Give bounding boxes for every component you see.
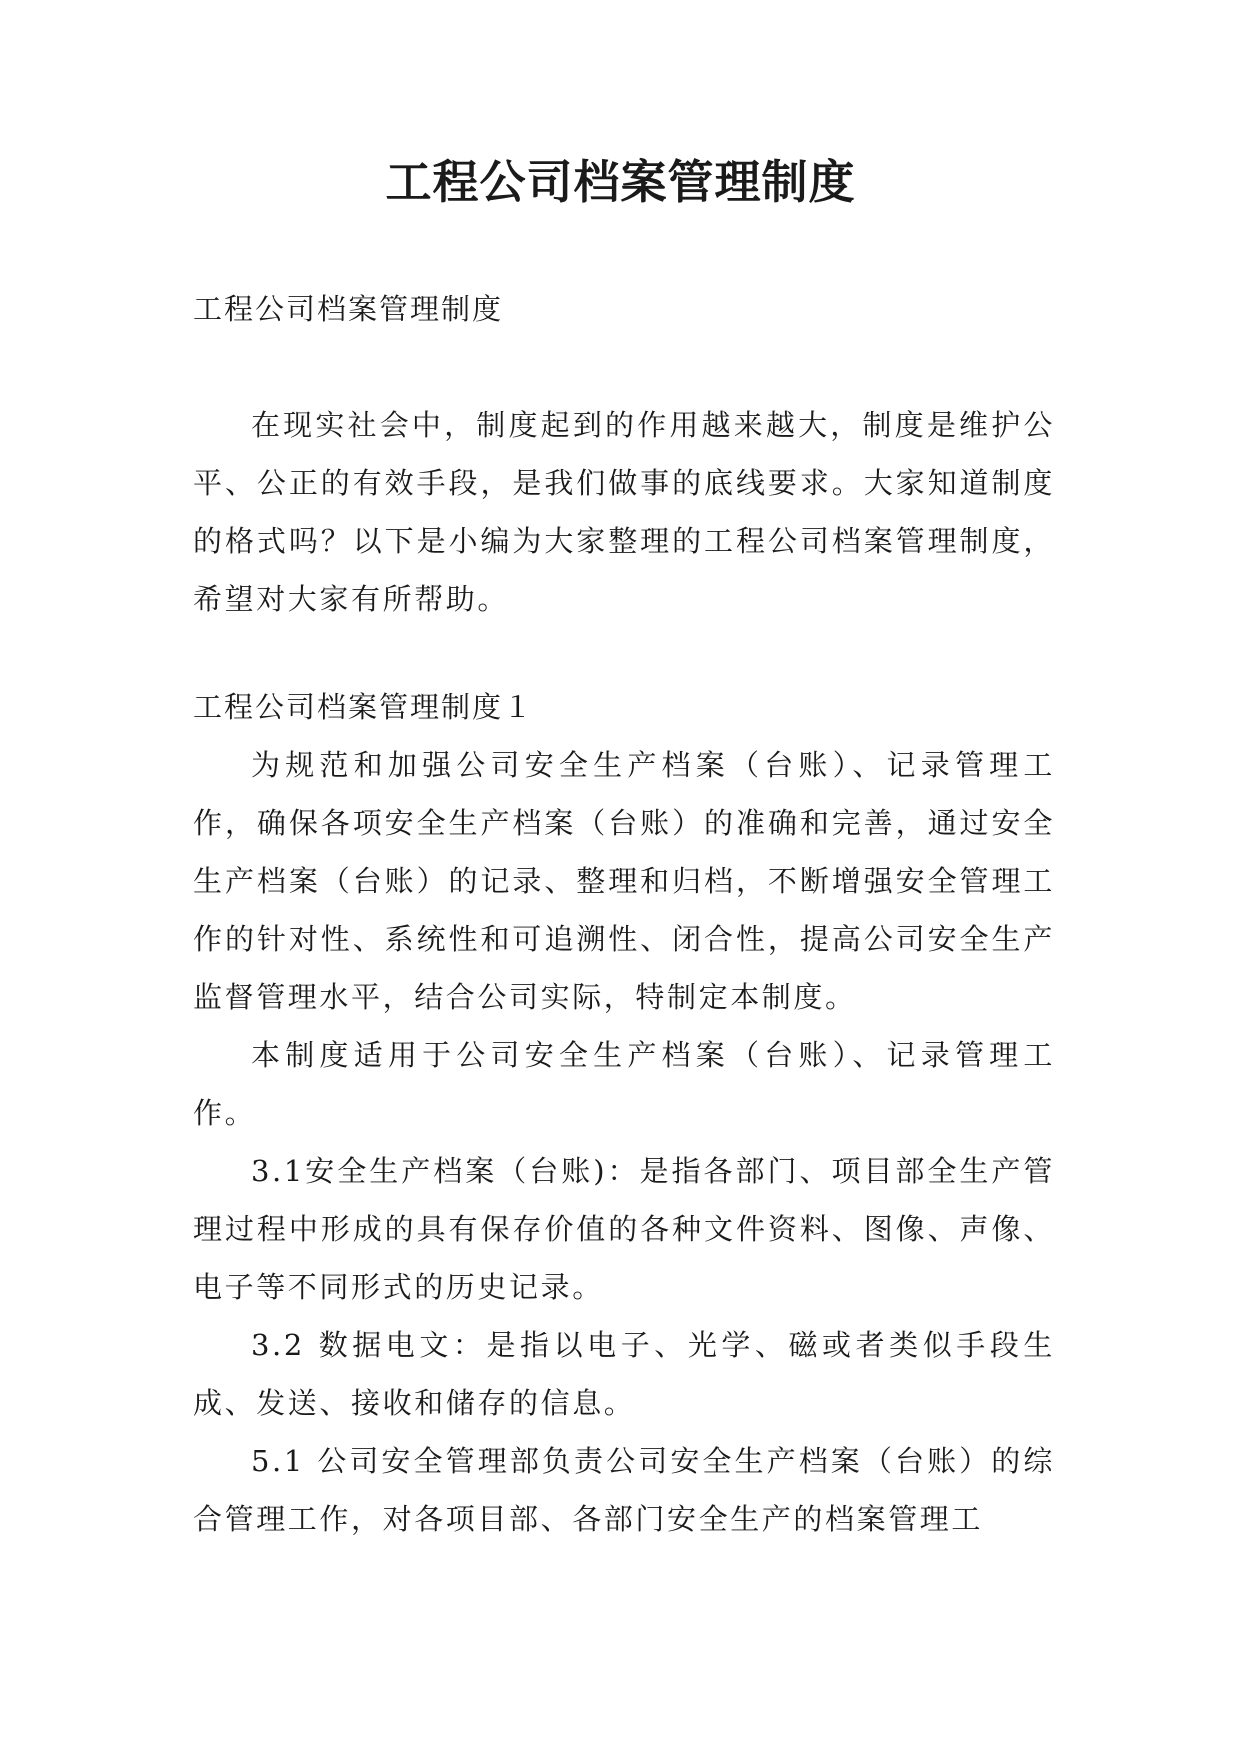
document-body (193, 280, 1055, 1548)
section-heading: 工程公司档案管理制度１ (193, 690, 535, 724)
body-paragraph: 3.2 数据电文：是指以电子、光学、磁或者类似手段生成、发送、接收和储存的信息。 (193, 1328, 1055, 1420)
body-paragraph: 为规范和加强公司安全生产档案（台账）、记录管理工作，确保各项安全生产档案（台账）的准确和完善，通过安全生产档案（台账）的记录、整理和归档，不断增强安全管理工作的针对性、系统性和可追溯性、闭合性，提高公司安全生产监督管理水平，结合公司实际，特制定本制度。 (193, 748, 1055, 1014)
body-paragraph: 本制度适用于公司安全生产档案（台账）、记录管理工作。 (193, 1038, 1055, 1130)
intro-paragraph: 在现实社会中，制度起到的作用越来越大，制度是维护公平、公正的有效手段，是我们做事的底线要求。大家知道制度的格式吗？以下是小编为大家整理的工程公司档案管理制度，希望对大家有所帮助。 (193, 408, 1055, 616)
spacer (193, 338, 1055, 396)
spacer (193, 628, 1055, 678)
document-title: 工程公司档案管理制度 (385, 155, 856, 209)
body-paragraph: 5.1 公司安全管理部负责公司安全生产档案（台账）的综合管理工作，对各项目部、各部门安全生产的档案管理工 (193, 1444, 1055, 1536)
body-paragraph: 3.1安全生产档案（台账)：是指各部门、项目部全生产管理过程中形成的具有保存价值的各种文件资料、图像、声像、电子等不同形式的历史记录。 (193, 1154, 1055, 1304)
document-subtitle: 工程公司档案管理制度 (193, 292, 504, 326)
